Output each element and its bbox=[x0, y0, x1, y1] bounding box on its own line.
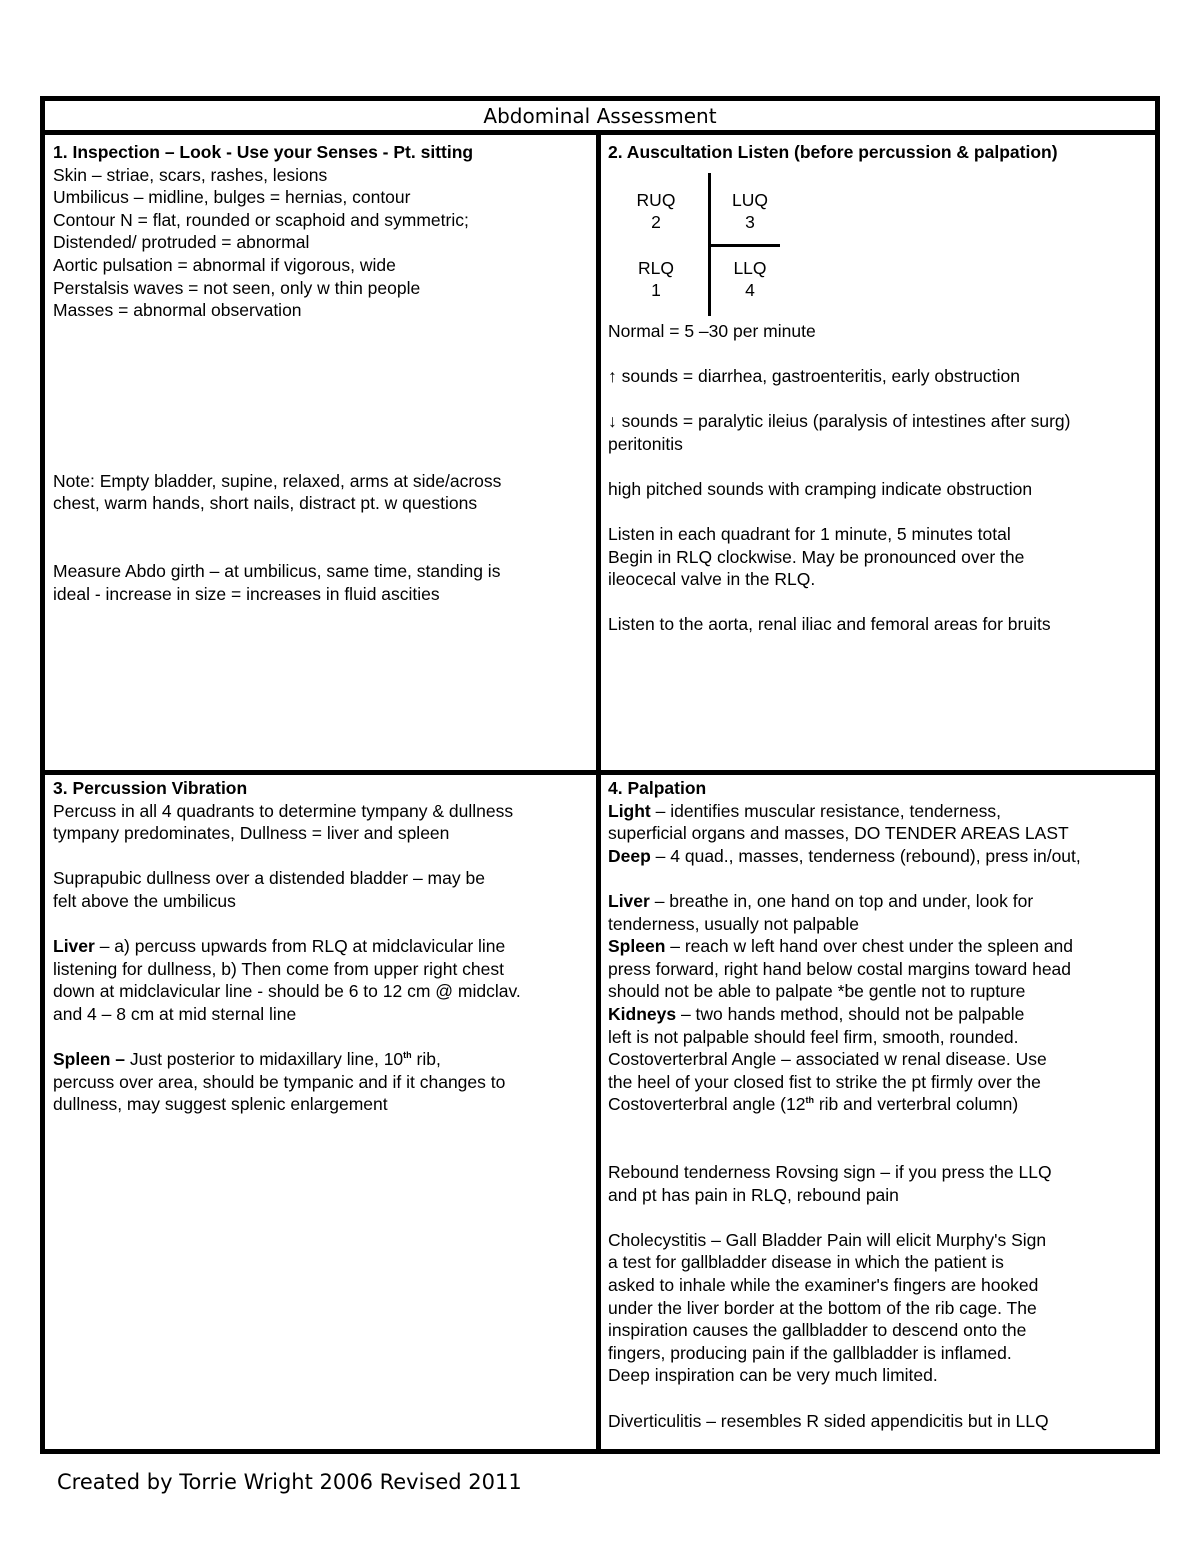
high-pitched-sounds: high pitched sounds with cramping indicate obstruction bbox=[608, 478, 1033, 499]
inspection-line: Aortic pulsation = abnormal if vigorous, wide bbox=[53, 254, 396, 275]
inspection-line: Perstalsis waves = not seen, only w thin people bbox=[53, 277, 421, 298]
inspection-header: 1. Inspection – Look - Use your Senses - Pt. sitting bbox=[53, 142, 474, 162]
deep-label: Deep bbox=[608, 845, 651, 866]
kidneys-label: Kidneys bbox=[608, 1003, 677, 1024]
listen-instructions: Begin in RLQ clockwise. May be pronounced over the bbox=[608, 546, 1025, 567]
palpation-spleen-line: press forward, right hand below costal margins toward head bbox=[608, 958, 1072, 979]
kidneys-line: Costoverterbral Angle – associated w renal disease. Use bbox=[608, 1049, 1047, 1070]
cholecystitis-line: under the liver border at the bottom of the rib cage. The bbox=[608, 1297, 1037, 1318]
kidneys-line: Kidneys – two hands method, should not be palpable bbox=[608, 1003, 1025, 1024]
quadrant-diagram bbox=[608, 164, 1153, 320]
suprapubic-line: Suprapubic dullness over a distended bladder – may be bbox=[53, 868, 485, 889]
inspection-note-line: Note: Empty bladder, supine, relaxed, arms at side/across bbox=[53, 470, 502, 491]
decreased-sounds: peritonitis bbox=[608, 433, 683, 454]
percussion-spleen-line: Spleen – Just posterior to midaxillary line, 10th rib, bbox=[53, 1049, 441, 1070]
decreased-sounds: ↓ sounds = paralytic ileius (paralysis of intestines after surg) bbox=[608, 410, 1071, 431]
suprapubic-line: felt above the umbilicus bbox=[53, 890, 236, 911]
percussion-header: 3. Percussion Vibration bbox=[53, 778, 248, 798]
cholecystitis-line: a test for gallbladder disease in which the patient is bbox=[608, 1252, 1004, 1273]
inspection-line: Skin – striae, scars, rashes, lesions bbox=[53, 164, 328, 185]
kidneys-line: left is not palpable should feel firm, smooth, rounded. bbox=[608, 1026, 1019, 1047]
cholecystitis-line: Cholecystitis – Gall Bladder Pain will elicit Murphy's Sign bbox=[608, 1229, 1047, 1250]
quadrant-order: 2 bbox=[651, 212, 661, 233]
spleen-label: Spleen – bbox=[53, 1049, 125, 1070]
spleen-label: Spleen bbox=[608, 936, 666, 957]
quadrant-order: 4 bbox=[745, 280, 755, 301]
palpation-liver-line: tenderness, usually not palpable bbox=[608, 913, 860, 934]
liver-label: Liver bbox=[608, 890, 650, 911]
quadrant-label: RUQ bbox=[636, 189, 676, 210]
percussion-cell bbox=[53, 777, 588, 1116]
auscultation-header: 2. Auscultation Listen (before percussion & palpation) bbox=[608, 142, 1058, 162]
percussion-intro: tympany predominates, Dullness = liver and spleen bbox=[53, 823, 450, 844]
inspection-line: Umbilicus – midline, bulges = hernias, contour bbox=[53, 187, 411, 208]
listen-instructions: Listen in each quadrant for 1 minute, 5 minutes total bbox=[608, 523, 1011, 544]
light-palpation-line: superficial organs and masses, DO TENDER AREAS LAST bbox=[608, 823, 1069, 844]
quadrant-horizontal-axis bbox=[708, 244, 780, 247]
rebound-line: and pt has pain in RLQ, rebound pain bbox=[608, 1184, 899, 1205]
cva-line: Costoverterbral angle (12th rib and verterbral column) bbox=[608, 1094, 1019, 1115]
inspection-line: Distended/ protruded = abnormal bbox=[53, 232, 310, 253]
increased-sounds: ↑ sounds = diarrhea, gastroenteritis, early obstruction bbox=[608, 365, 1020, 386]
bruits-line: Listen to the aorta, renal iliac and femoral areas for bruits bbox=[608, 614, 1051, 635]
percussion-spleen-line: percuss over area, should be tympanic and if it changes to bbox=[53, 1071, 506, 1092]
percussion-liver-line: down at midclavicular line - should be 6 to 12 cm @ midclav. bbox=[53, 981, 521, 1002]
assessment-table bbox=[40, 96, 1160, 1454]
percussion-liver-line: Liver – a) percuss upwards from RLQ at midclavicular line bbox=[53, 936, 506, 957]
quadrant-label: LLQ bbox=[733, 257, 767, 278]
inspection-line: Masses = abnormal observation bbox=[53, 300, 302, 321]
column-divider bbox=[596, 135, 601, 1449]
liver-label: Liver bbox=[53, 936, 95, 957]
cholecystitis-line: Deep inspiration can be very much limited. bbox=[608, 1365, 938, 1386]
normal-rate: Normal = 5 –30 per minute bbox=[608, 320, 816, 341]
auscultation-cell bbox=[608, 141, 1153, 636]
palpation-spleen-line: should not be able to palpate *be gentle not to rupture bbox=[608, 981, 1026, 1002]
page-title: Abdominal Assessment bbox=[45, 101, 1155, 135]
palpation-header: 4. Palpation bbox=[608, 778, 707, 798]
abdo-girth-line: Measure Abdo girth – at umbilicus, same time, standing is bbox=[53, 561, 501, 582]
diverticulitis-line: Diverticulitis – resembles R sided appendicitis but in LLQ bbox=[608, 1410, 1049, 1431]
quadrant-label: LUQ bbox=[732, 189, 768, 210]
quadrant-order: 3 bbox=[745, 212, 755, 233]
footer-credit: Created by Torrie Wright 2006 Revised 2011 bbox=[57, 1470, 522, 1494]
kidneys-line: the heel of your closed fist to strike the pt firmly over the bbox=[608, 1071, 1041, 1092]
palpation-spleen-line: Spleen – reach w left hand over chest under the spleen and bbox=[608, 936, 1074, 957]
deep-palpation-line: Deep – 4 quad., masses, tenderness (rebound), press in/out, bbox=[608, 845, 1081, 866]
rebound-line: Rebound tenderness Rovsing sign – if you press the LLQ bbox=[608, 1162, 1052, 1183]
inspection-line: Contour N = flat, rounded or scaphoid and symmetric; bbox=[53, 209, 469, 230]
inspection-cell bbox=[53, 141, 588, 605]
palpation-cell bbox=[608, 777, 1153, 1432]
percussion-liver-line: and 4 – 8 cm at mid sternal line bbox=[53, 1003, 297, 1024]
percussion-liver-line: listening for dullness, b) Then come from upper right chest bbox=[53, 958, 505, 979]
inspection-note-line: chest, warm hands, short nails, distract pt. w questions bbox=[53, 493, 478, 514]
cholecystitis-line: asked to inhale while the examiner's fingers are hooked bbox=[608, 1275, 1039, 1296]
light-label: Light bbox=[608, 800, 651, 821]
quadrant-label: RLQ bbox=[638, 257, 674, 278]
palpation-liver-line: Liver – breathe in, one hand on top and under, look for bbox=[608, 890, 1034, 911]
cholecystitis-line: fingers, producing pain if the gallbladder is inflamed. bbox=[608, 1342, 1012, 1363]
listen-instructions: ileocecal valve in the RLQ. bbox=[608, 569, 816, 590]
quadrant-llq bbox=[720, 257, 780, 302]
percussion-intro: Percuss in all 4 quadrants to determine tympany & dullness bbox=[53, 800, 514, 821]
quadrant-ruq bbox=[626, 189, 686, 234]
percussion-spleen-line: dullness, may suggest splenic enlargement bbox=[53, 1094, 388, 1115]
row-divider bbox=[45, 770, 1155, 775]
quadrant-rlq bbox=[626, 257, 686, 302]
quadrant-luq bbox=[720, 189, 780, 234]
cholecystitis-line: inspiration causes the gallbladder to descend onto the bbox=[608, 1320, 1027, 1341]
light-palpation-line: Light – identifies muscular resistance, tenderness, bbox=[608, 800, 1001, 821]
abdo-girth-line: ideal - increase in size = increases in fluid ascities bbox=[53, 583, 440, 604]
quadrant-order: 1 bbox=[651, 280, 661, 301]
